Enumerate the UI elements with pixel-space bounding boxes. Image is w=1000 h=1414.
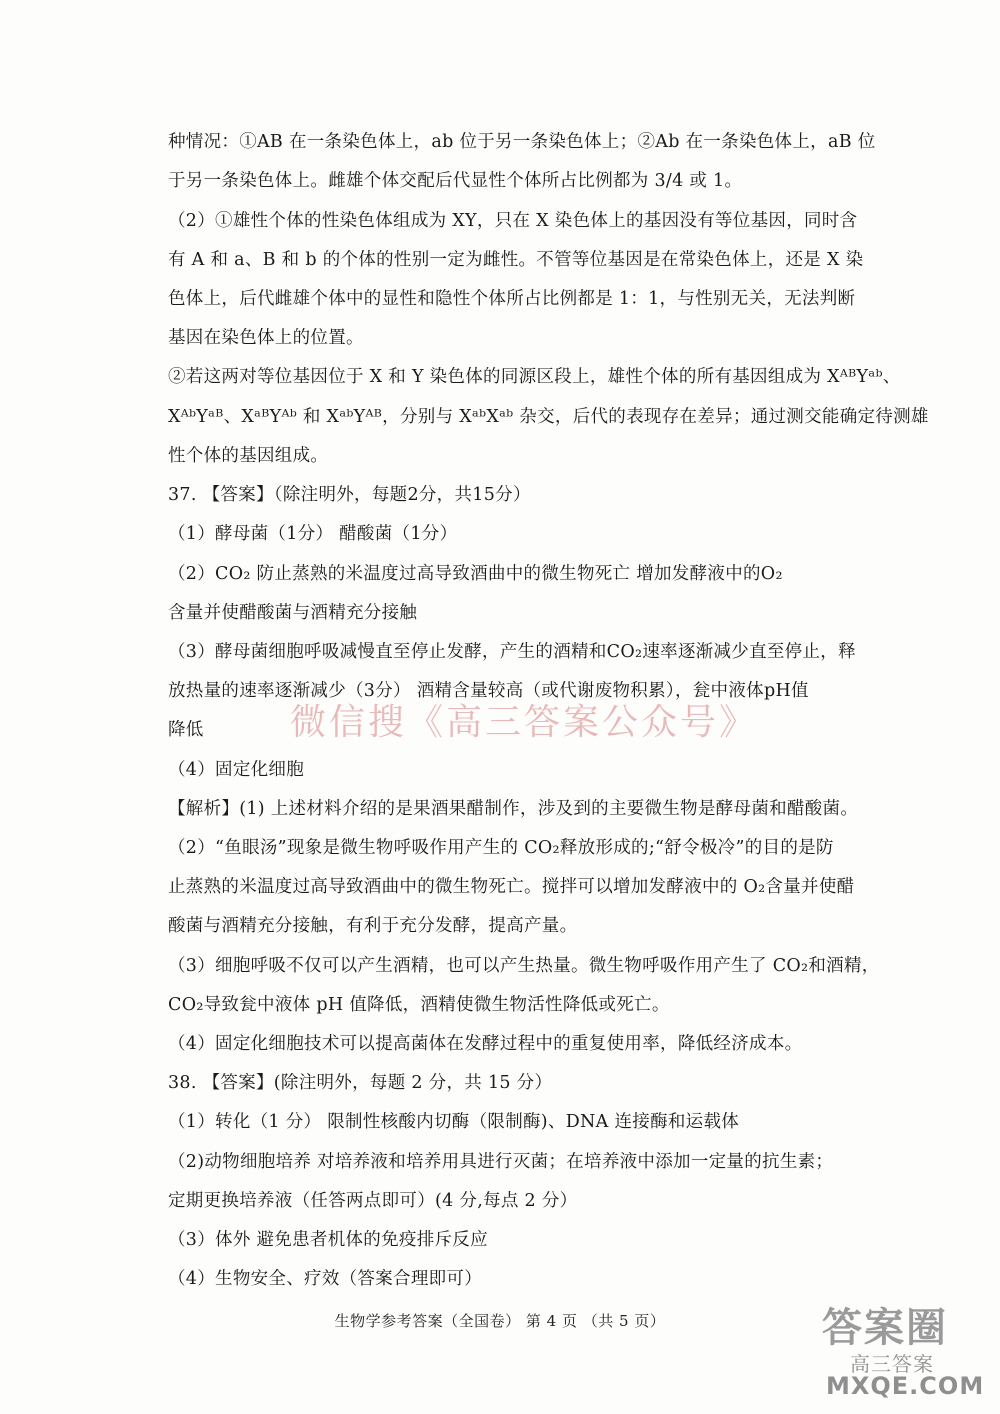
text-line: （2）“鱼眼汤”现象是微生物呼吸作用产生的 CO₂释放形成的;“舒令极冷”的目的是防 (168, 838, 834, 858)
text-line: 降低 (168, 720, 204, 740)
text-line: （2）CO₂ 防止蒸熟的米温度过高导致酒曲中的微生物死亡 增加发酵液中的O₂ (168, 564, 783, 584)
text-line: 色体上，后代雌雄个体中的显性和隐性个体所占比例都是 1：1，与性别无关，无法判断 (168, 289, 856, 309)
text-line: （1）转化（1 分） 限制性核酸内切酶（限制酶)、DNA 连接酶和运载体 (168, 1112, 740, 1132)
text-line: （2)动物细胞培养 对培养液和培养用具进行灭菌；在培养液中添加一定量的抗生素； (168, 1152, 834, 1172)
text-line: 性个体的基因组成。 (168, 446, 329, 466)
text-line: （2）①雄性个体的性染色体组成为 XY，只在 X 染色体上的基因没有等位基因，同时含 (168, 211, 858, 231)
text-line: CO₂导致瓮中液体 pH 值降低，酒精使微生物活性降低或死亡。 (168, 995, 670, 1015)
watermark-text: 微信搜《高三答案公众号》 (290, 702, 759, 743)
text-line: （1）酵母菌（1分） 醋酸菌（1分） (168, 524, 458, 544)
text-line: （3）细胞呼吸不仅可以产生酒精，也可以产生热量。微生物呼吸作用产生了 CO₂和酒精， (168, 956, 880, 976)
text-line: 有 A 和 a、B 和 b 的个体的性别一定为雌性。不管等位基因是在常染色体上，还是 X 染 (168, 250, 864, 270)
question-38-heading: 38. 【答案】(除注明外，每题 2 分，共 15 分） (168, 1073, 553, 1093)
text-line: （4）生物安全、疗效（答案合理即可） (168, 1269, 483, 1289)
text-line: （3）体外 避免患者机体的免疫排斥反应 (168, 1230, 488, 1250)
text-line: 酸菌与酒精充分接触，有利于充分发酵，提高产量。 (168, 916, 578, 936)
text-line: 于另一条染色体上。雌雄个体交配后代显性个体所占比例都为 3/4 或 1。 (168, 171, 743, 191)
text-line: （4）固定化细胞技术可以提高菌体在发酵过程中的重复使用率，降低经济成本。 (168, 1034, 803, 1054)
text-line: 止蒸熟的米温度过高导致酒曲中的微生物死亡。搅拌可以增加发酵液中的 O₂含量并使醋 (168, 877, 855, 897)
text-line: 基因在染色体上的位置。 (168, 328, 364, 348)
analysis-heading-line: 【解析】(1) 上述材料介绍的是果酒果醋制作，涉及到的主要微生物是酵母菌和醋酸菌。 (168, 799, 859, 819)
text-line: 放热量的速率逐渐减少（3分） 酒精含量较高（或代谢废物积累），瓮中液体pH值 (168, 681, 809, 701)
stamp-subtitle: 高三答案 (850, 1352, 934, 1376)
logo-stamp (822, 1296, 985, 1404)
stamp-url: MXQE.COM (826, 1372, 985, 1400)
text-line: 定期更换培养液（任答两点即可）(4 分,每点 2 分） (168, 1191, 578, 1211)
text-line: （4）固定化细胞 (168, 760, 305, 780)
question-37-heading: 37. 【答案】（除注明外，每题2分，共15分） (168, 485, 531, 505)
stamp-logo-text: 答案圈 (822, 1305, 948, 1351)
text-line: XᴬᵇYᵃᴮ、XᵃᴮYᴬᵇ 和 XᵃᵇYᴬᴮ，分别与 XᵃᵇXᵃᵇ 杂交，后代的表现存在差异；通过测交能确定待测雄 (168, 407, 929, 427)
text-line: ②若这两对等位基因位于 X 和 Y 染色体的同源区段上，雄性个体的所有基因组成为 XᴬᴮYᵃᵇ、 (168, 367, 901, 387)
text-line: 含量并使醋酸菌与酒精充分接触 (168, 603, 418, 623)
page-footer: 生物学参考答案（全国卷） 第 4 页 （共 5 页） (334, 1312, 666, 1330)
text-line: （3）酵母菌细胞呼吸减慢直至停止发酵，产生的酒精和CO₂速率逐渐减少直至停止，释 (168, 642, 856, 662)
text-line: 种情况：①AB 在一条染色体上，ab 位于另一条染色体上；②Ab 在一条染色体上，aB 位 (168, 132, 876, 152)
